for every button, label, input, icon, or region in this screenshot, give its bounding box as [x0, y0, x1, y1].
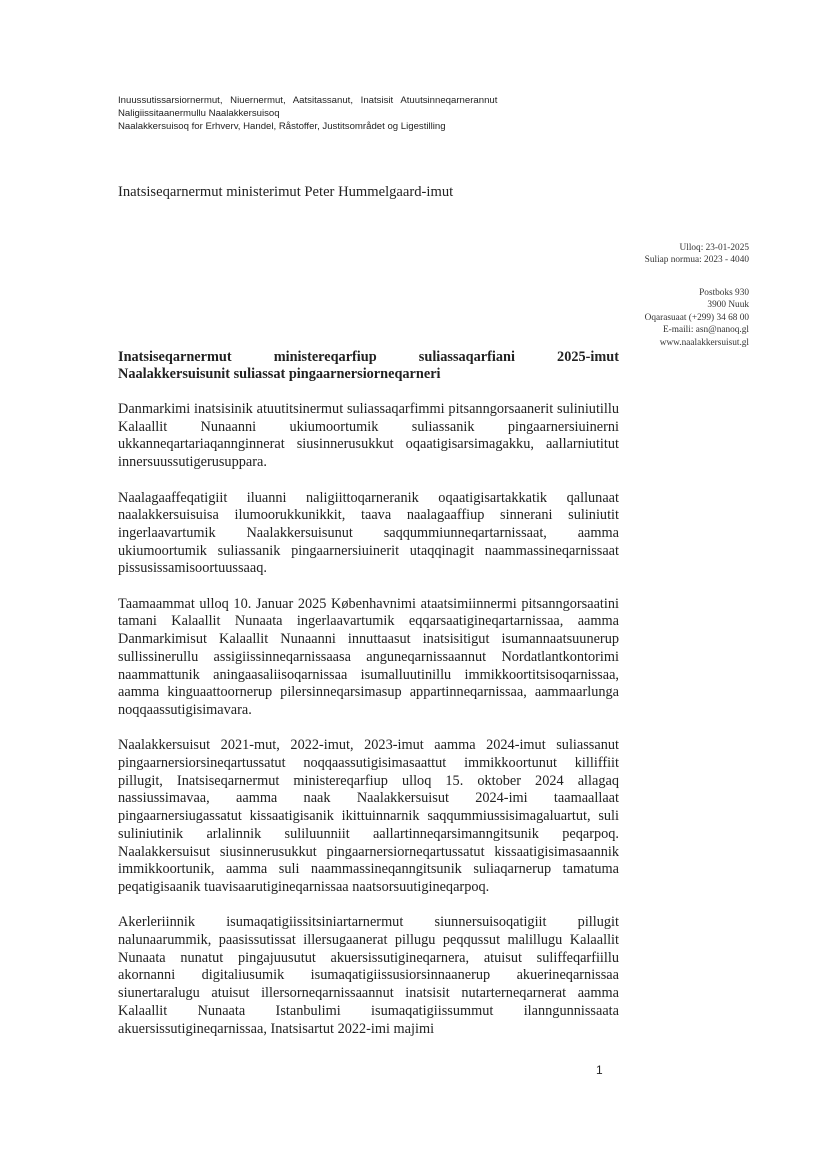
letter-date: Ulloq: 23-01-2025	[679, 243, 749, 253]
contact-email: E-maili: asn@nanoq.gl	[662, 325, 749, 336]
letter-meta	[645, 242, 749, 267]
body-paragraph-3: Taamaammat ulloq 10. Januar 2025 Københavnimi ataatsimiinnermi pitsanngorsaatini tamani Kalaallit Nunaata ingerlaavartumik eqqarsaatigineqartarnissaa, aamma Danmarkimisut Kalaallit Nunaanni innuttaasut inatsisitigut isumannaatsuunerup sullissinerullu assigiissinneqarnissaasa anguneqarnissaannut Nordatlantkontorimi naammattunik aningaasaliisoqarnissaa isumalluutinillu immikkoortitsisoqarnissaa, aamma kinguaattoornerup pilersinneqarsimasup appartinneqarnissaa, aammaarlunga noqqaassutigisimavara.	[118, 595, 619, 718]
sender-line-2: Naligiissitaanermullu Naalakkersuisoq	[118, 108, 280, 120]
contact-city: 3900 Nuuk	[707, 300, 749, 311]
subject-line-1: Inatsiseqarnermut ministereqarfiup suliassaqarfiani 2025-imut	[118, 349, 619, 365]
subject-line-2: Naalakkersuisunit suliassat pingaarnersiorneqarneri	[118, 366, 441, 382]
body-paragraph-5: Akerleriinnik isumaqatigiissitsiniartarnermut siunnersuisoqatigiit pillugit nalunaarummik, paasissutissat illersugaanerat pillugu peqqussut malillugu Kalaallit Nunaata nunatut pingajuusutut akuersissutigineqarnera, atuisut suliffeqarfiillu akornanni digitaliusumik isumaqatigiissusiorsinnaanerup akuerineqarnissaa siunertaralugu atuisut illersorneqarnissaannut inatsisit nutarterneqarnerat aamma Kalaallit Nunaata Istanbulimi isumaqatigiissummut ilanngunnissaata akuersissutigineqarnissaa, Inatsisartut 2022-imi majimi	[118, 914, 619, 1037]
contact-website: www.naalakkersuisut.gl	[659, 337, 749, 348]
sender-letterhead	[118, 94, 638, 134]
sender-line-3: Naalakkersuisoq for Erhverv, Handel, Råstoffer, Justitsområdet og Ligestilling	[118, 121, 446, 133]
contact-phone: Oqarasuaat (+299) 34 68 00	[644, 312, 749, 323]
body-paragraph-2: Naalagaaffeqatigiit iluanni naligiittoqarneranik oqaatigisartakkatik qallunaat naalakkersuisuisa ilumoorukkunikkit, taava naalagaaffiup sinnerani suliniutit ingerlaavartumik Naalakkersuisunut saqqummiunneqartarnissaat, aamma ukiumoortumik suliassanik pingaarnersiuinerit utaqqinagit naammassineqarnissaat pissusissamisoortuussaaq.	[118, 489, 619, 577]
body-paragraph-4: Naalakkersuisut 2021-mut, 2022-imut, 2023-imut aamma 2024-imut suliassanut pingaarnersiorsineqartussatut noqqaassutigisimasaattut immikkoortunut killiffiit pillugit, Inatsiseqarnermut ministereqarfiup ulloq 15. oktober 2024 allagaq nassiussimavaa, aamma naak Naalakkersuisut 2024-imi taamaallaat pingaarnersiugassatut kissaatigisanik ikittuinnarnik saqqummiussisimagaluartut, suli suliniutinik arlalinnik suliluunniit aallartinneqarsimanngitsunik peqarpoq. Naalakkersuisut siusinnerusukkut pingaarnersiorneqartussatut kissaatigisimasaannik immikkoortunik, aamma suli naammassineqanngitsunik suliaqarnerup tamatuma peqatigisaanik tuavisaarutigineqarnissaa naatsorsuutigineqarpoq.	[118, 737, 619, 895]
case-number: Suliap normua: 2023 - 4040	[644, 255, 749, 266]
body-paragraph-1: Danmarkimi inatsisinik atuutitsinermut suliassaqarfimmi pitsanngorsaanerit suliniutillu Kalaallit Nunaanni ukiumoortumik suliassanik pingaarnersiuinerni ukkanneqartariaqannginnerat siusinnerusukkut oqaatigisarsimagakku, aallarniutitut innersuussutigerusuppara.	[118, 401, 619, 471]
recipient-line: Inatsiseqarnermut ministerimut Peter Hummelgaard-imut	[118, 184, 454, 200]
letter-body	[118, 401, 619, 1056]
contact-postbox: Postboks 930	[699, 288, 749, 298]
sender-line-1: Inuussutissarsiornermut, Niuernermut, Aatsitassanut, Inatsisit Atuutsinneqarnerannut	[118, 95, 498, 106]
contact-block	[645, 287, 749, 349]
subject-heading	[118, 349, 619, 383]
page-number: 1	[596, 1063, 603, 1077]
